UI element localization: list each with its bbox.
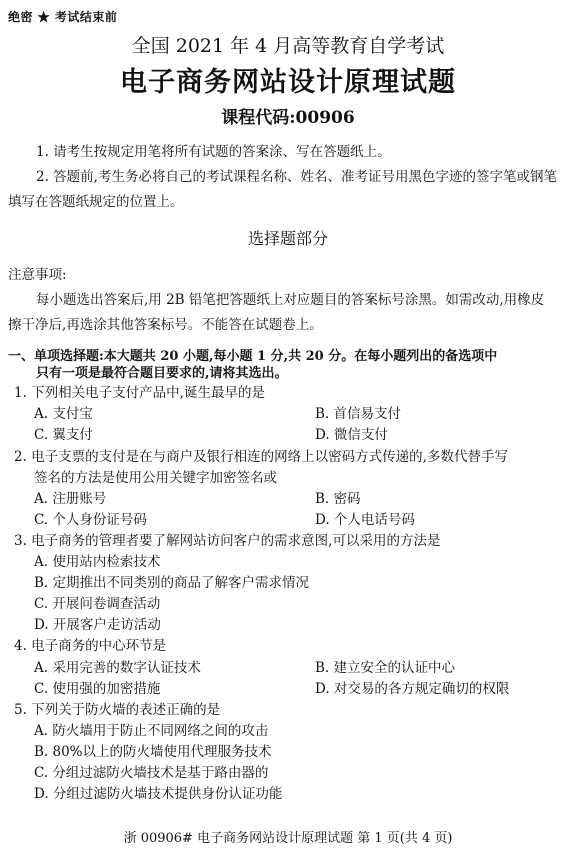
question-3-option-c: C. 开展问卷调查活动 xyxy=(34,596,161,612)
instruction-2-line1: 2. 答题前,考生务必将自己的考试课程名称、姓名、准考证号用黑色字迹的签字笔或钢笔 xyxy=(36,169,557,185)
instruction-2-line2: 填写在答题纸规定的位置上。 xyxy=(8,194,184,210)
question-1-option-a: A. 支付宝 xyxy=(34,406,93,422)
instruction-1: 1. 请考生按规定用笔将所有试题的答案涂、写在答题纸上。 xyxy=(36,144,391,160)
question-1-option-c: C. 翼支付 xyxy=(34,427,93,443)
section-heading: 选择题部分 xyxy=(247,229,328,248)
page-footer: 浙 00906# 电子商务网站设计原理试题 第 1 页(共 4 页) xyxy=(123,831,453,846)
question-5-option-b: B. 80%以上的防火墙使用代理服务技术 xyxy=(34,744,272,760)
question-2-option-b: B. 密码 xyxy=(315,491,361,507)
question-2-option-c: C. 个人身份证号码 xyxy=(34,512,147,528)
question-1-option-b: B. 首信易支付 xyxy=(315,406,402,422)
question-1-stem: 1. 下列相关电子支付产品中,诞生最早的是 xyxy=(14,385,265,401)
question-1-option-d: D. 微信支付 xyxy=(315,427,388,443)
exam-title: 全国 2021 年 4 月高等教育自学考试 xyxy=(131,35,445,57)
question-4-option-a: A. 采用完善的数字认证技术 xyxy=(34,660,201,676)
paper-title: 电子商务网站设计原理试题 xyxy=(120,67,456,98)
question-5-stem: 5. 下列关于防火墙的表述正确的是 xyxy=(14,702,221,718)
question-4-option-b: B. 建立安全的认证中心 xyxy=(315,660,456,676)
notice-title: 注意事项: xyxy=(8,267,67,283)
question-5-option-c: C. 分组过滤防火墙技术是基于路由器的 xyxy=(34,765,269,781)
notice-line-2: 擦干净后,再选涂其他答案标号。不能答在试题卷上。 xyxy=(8,317,323,333)
question-2-stem-line1: 2. 电子支票的支付是在与商户及银行相连的网络上以密码方式传递的,多数代替手写 xyxy=(14,449,508,465)
secret-label: 绝密 ★ 考试结束前 xyxy=(8,10,118,24)
question-4-stem: 4. 电子商务的中心环节是 xyxy=(14,638,167,654)
question-2-stem-line2: 签名的方法是使用公用关键字加密签名或 xyxy=(34,470,277,486)
question-4-option-c: C. 使用强的加密措施 xyxy=(34,681,161,697)
question-3-option-a: A. 使用站内检索技术 xyxy=(34,554,161,570)
question-3-option-b: B. 定期推出不同类别的商品了解客户需求情况 xyxy=(34,575,310,591)
question-5-option-a: A. 防火墙用于防止不同网络之间的攻击 xyxy=(34,723,269,739)
question-2-option-d: D. 个人电话号码 xyxy=(315,512,415,528)
question-2-option-a: A. 注册账号 xyxy=(34,491,107,507)
course-code: 课程代码:00906 xyxy=(221,108,355,128)
part1-heading-line2: 只有一项是最符合题目要求的,请将其选出。 xyxy=(36,366,288,381)
question-3-option-d: D. 开展客户走访活动 xyxy=(34,617,161,633)
question-5-option-d: D. 分组过滤防火墙技术提供身份认证功能 xyxy=(34,786,283,802)
question-4-option-d: D. 对交易的各方规定确切的权限 xyxy=(315,681,510,697)
question-3-stem: 3. 电子商务的管理者要了解网站访问客户的需求意图,可以采用的方法是 xyxy=(14,533,441,549)
notice-line-1: 每小题选出答案后,用 2B 铅笔把答题纸上对应题目的答案标号涂黑。如需改动,用橡皮 xyxy=(36,292,545,308)
part1-heading-line1: 一、单项选择题:本大题共 20 小题,每小题 1 分,共 20 分。在每小题列出的备选项中 xyxy=(8,349,498,364)
